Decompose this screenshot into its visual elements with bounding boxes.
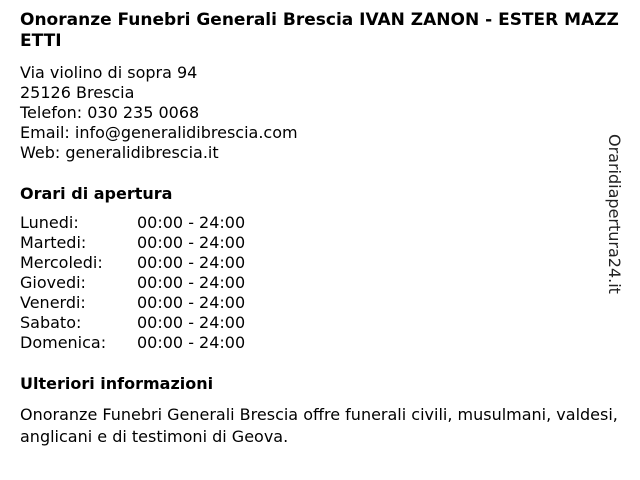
hours-row-friday (20, 293, 245, 313)
phone-number: Telefon: 030 235 0068 (20, 103, 200, 122)
address-street: Via violino di sopra 94 (20, 63, 198, 82)
business-description: Onoranze Funebri Generali Brescia offre funerali civili, musulmani, valdesi, anglicani e di testimoni di Geova. (20, 405, 618, 446)
hours-row-sunday (20, 333, 245, 353)
hours-row-wednesday (20, 253, 245, 273)
business-name: Onoranze Funebri Generali Brescia IVAN ZANON - ESTER MAZZETTI (20, 10, 619, 51)
contact-block (20, 63, 298, 163)
site-brand-watermark: Oraridiapertura24.it (605, 134, 624, 294)
hours-row-thursday (20, 273, 245, 293)
day-label: Martedi: (20, 233, 87, 252)
hours-row-monday (20, 213, 245, 233)
day-label: Lunedi: (20, 213, 79, 232)
opening-hours-table (20, 213, 245, 353)
website: Web: generalidibrescia.it (20, 143, 219, 162)
email-address: Email: info@generalidibrescia.com (20, 123, 298, 142)
day-label: Domenica: (20, 333, 107, 352)
time-range: 00:00 - 24:00 (137, 273, 246, 292)
time-range: 00:00 - 24:00 (137, 333, 246, 352)
more-info-heading: Ulteriori informazioni (20, 374, 214, 393)
hours-row-saturday (20, 313, 245, 333)
time-range: 00:00 - 24:00 (137, 213, 246, 232)
address-city: 25126 Brescia (20, 83, 135, 102)
opening-hours-heading: Orari di apertura (20, 184, 173, 203)
day-label: Giovedi: (20, 273, 86, 292)
day-label: Mercoledi: (20, 253, 103, 272)
hours-row-tuesday (20, 233, 245, 253)
time-range: 00:00 - 24:00 (137, 313, 246, 332)
time-range: 00:00 - 24:00 (137, 293, 246, 312)
time-range: 00:00 - 24:00 (137, 253, 246, 272)
day-label: Sabato: (20, 313, 82, 332)
day-label: Venerdi: (20, 293, 86, 312)
time-range: 00:00 - 24:00 (137, 233, 246, 252)
